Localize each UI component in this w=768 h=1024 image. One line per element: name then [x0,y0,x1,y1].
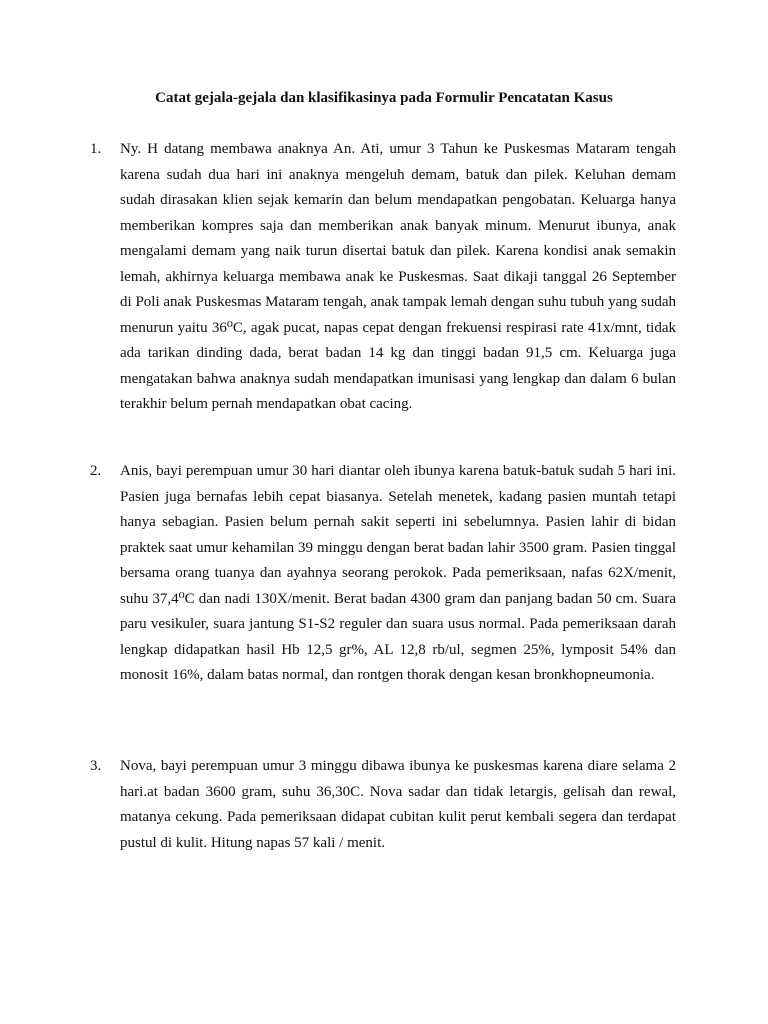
case-description: Anis, bayi perempuan umur 30 hari diantar oleh ibunya karena batuk-batuk sudah 5 hari ini. Pasien juga bernafas lebih cepat biasanya. Setelah menetek, kadang pasien muntah tetapi hanya sebagian. Pasien belum pernah sakit seperti ini sebelumnya. Pasien lahir di bidan praktek saat umur kehamilan 39 minggu dengan berat badan lahir 3500 gram. Pasien tinggal bersama orang tuanya dan ayahnya seorang perokok. Pada pemeriksaan, nafas 62X/menit, suhu 37,4⁰C dan nadi 130X/menit. Berat badan 4300 gram dan panjang badan 50 cm. Suara paru vesikuler, suara jantung S1-S2 reguler dan suara usus normal. Pada pemeriksaan darah lengkap didapatkan hasil Hb 12,5 gr%, AL 12,8 rb/ul, segmen 25%, lymposit 54% dan monosit 16%, dalam batas normal, dan rontgen thorak dengan kesan bronkhopneumonia. [120,463,676,683]
case-number: 1. [90,141,102,157]
case-number: 3. [90,758,102,774]
page-title: Catat gejala-gejala dan klasifikasinya pada Formulir Pencatatan Kasus [155,90,613,106]
case-description: Ny. H datang membawa anaknya An. Ati, umur 3 Tahun ke Puskesmas Mataram tengah karena sudah dua hari ini anaknya mengeluh demam, batuk dan pilek. Keluhan demam sudah dirasakan klien sejak kemarin dan belum mendapatkan pengobatan. Keluarga hanya memberikan kompres saja dan memberikan anak banyak minum. Menurut ibunya, anak mengalami demam yang naik turun disertai batuk dan pilek. Karena kondisi anak semakin lemah, akhirnya keluarga membawa anak ke Puskesmas. Saat dikaji tanggal 26 September di Poli anak Puskesmas Mataram tengah, anak tampak lemah dengan suhu tubuh yang sudah menurun yaitu 36⁰C, agak pucat, napas cepat dengan frekuensi respirasi rate 41x/mnt, tidak ada tarikan dinding dada, berat badan 14 kg dan tinggi badan 91,5 cm. Keluarga juga mengatakan bahwa anaknya sudah mendapatkan imunisasi yang lengkap dan dalam 6 bulan terakhir belum pernah mendapatkan obat cacing. [120,141,676,412]
case-number: 2. [90,463,102,479]
case-description: Nova, bayi perempuan umur 3 minggu dibawa ibunya ke puskesmas karena diare selama 2 hari.at badan 3600 gram, suhu 36,30C. Nova sadar dan tidak letargis, gelisah dan rewal, matanya cekung. Pada pemeriksaan didapat cubitan kulit perut kembali segera dan terdapat pustul di kulit. Hitung napas 57 kali / menit. [120,758,676,851]
